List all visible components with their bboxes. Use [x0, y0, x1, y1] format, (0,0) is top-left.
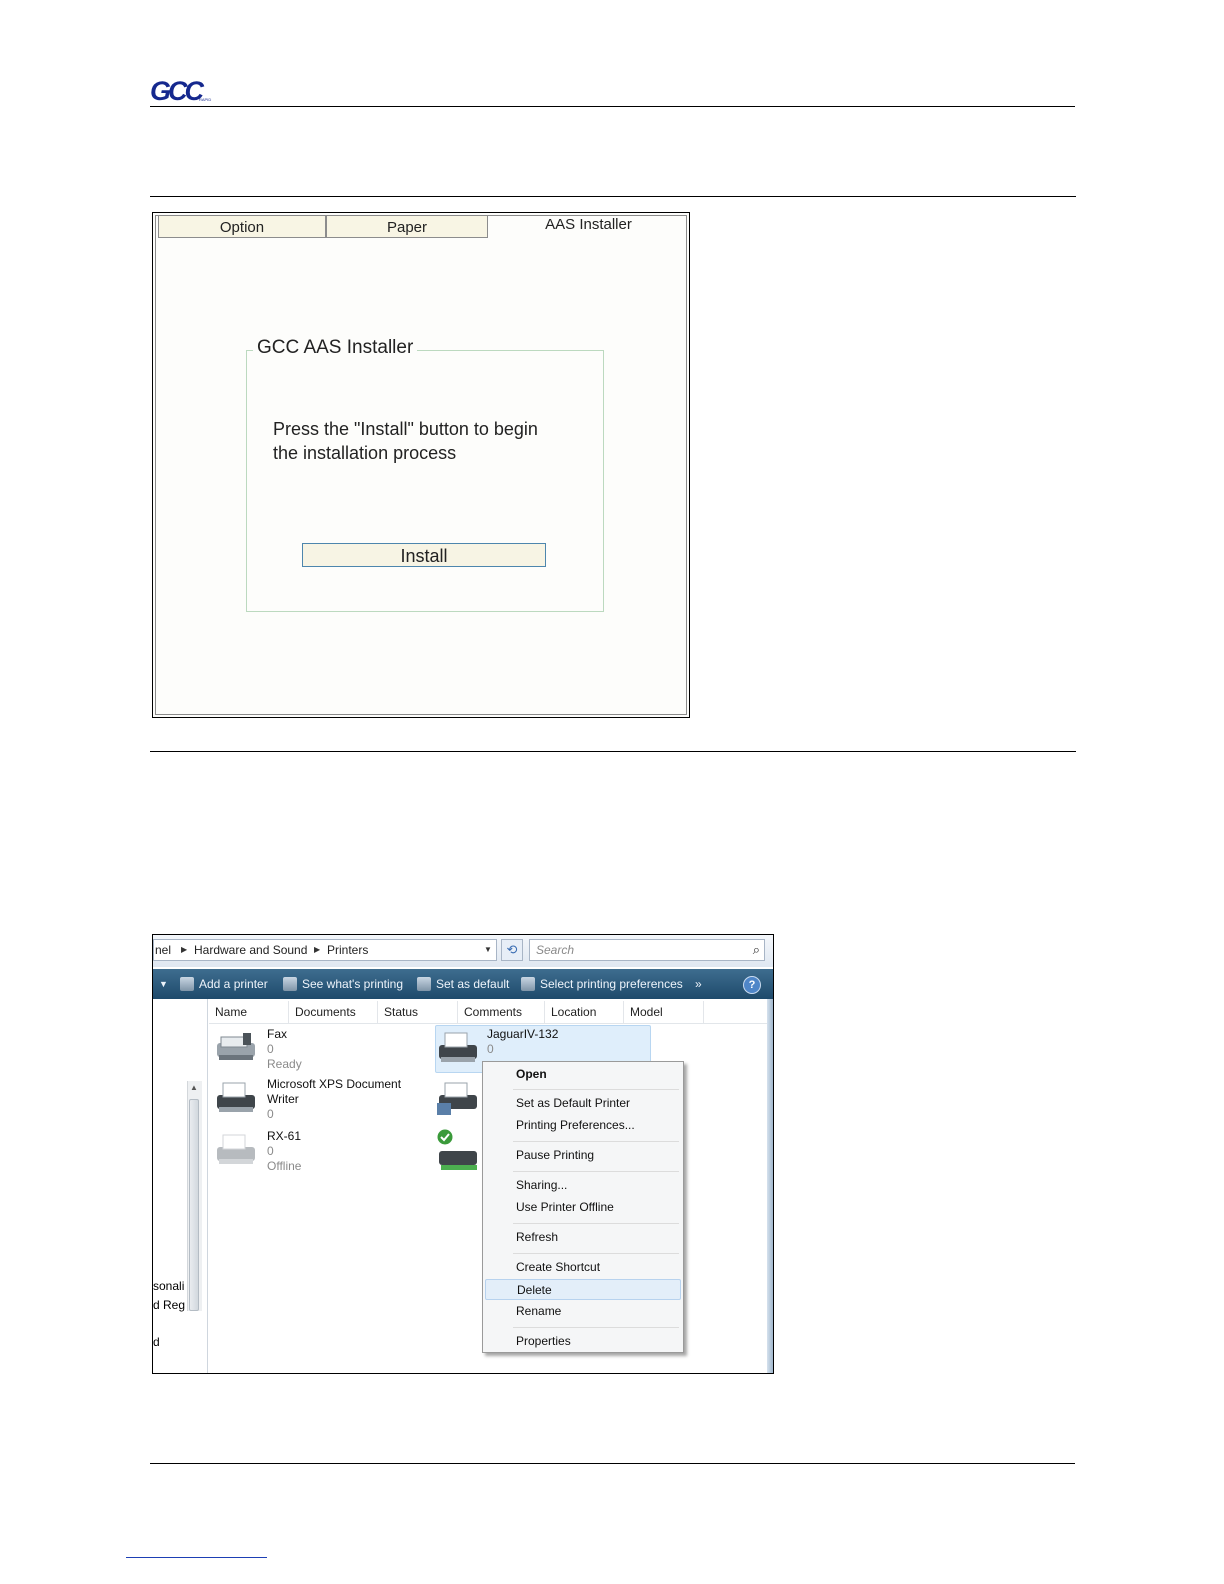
- menu-item-create-shortcut[interactable]: Create Shortcut: [516, 1260, 601, 1274]
- refresh-icon[interactable]: ⟲: [501, 939, 523, 961]
- nav-item-fragment[interactable]: d Reg: [153, 1298, 186, 1312]
- column-status[interactable]: Status: [378, 1001, 458, 1023]
- gcc-logo: [150, 76, 222, 104]
- menu-item-sharing[interactable]: Sharing...: [516, 1178, 568, 1192]
- breadcrumb-arrow-icon[interactable]: ▶: [181, 945, 188, 954]
- logo-small-text: RAPID: [199, 97, 212, 102]
- nav-item-fragment[interactable]: d: [153, 1335, 160, 1349]
- printer-status: Ready: [267, 1057, 302, 1071]
- printers-window-screenshot: [152, 934, 774, 1374]
- installer-dialog-screenshot: [152, 212, 690, 718]
- install-button[interactable]: Install: [302, 543, 546, 567]
- printer-docs: 0: [267, 1107, 274, 1121]
- context-menu: [482, 1061, 684, 1353]
- header-rule: [150, 106, 1075, 107]
- menu-separator: [513, 1141, 679, 1142]
- column-documents[interactable]: Documents: [289, 1001, 378, 1023]
- printer-docs: 0: [487, 1042, 494, 1056]
- footer-rule: [150, 1463, 1075, 1464]
- printer-item-jaguar[interactable]: [487, 1027, 558, 1057]
- search-icon[interactable]: ⌕: [752, 942, 760, 957]
- menu-item-open[interactable]: Open: [516, 1067, 547, 1081]
- printer-icon: [435, 1031, 481, 1065]
- menu-separator: [513, 1223, 679, 1224]
- menu-separator: [513, 1327, 679, 1328]
- scroll-up-icon[interactable]: ▲: [190, 1083, 198, 1092]
- menu-separator: [513, 1089, 679, 1090]
- printer-icon: [435, 1141, 481, 1175]
- menu-separator: [513, 1171, 679, 1172]
- breadcrumb-item-printers[interactable]: Printers: [327, 943, 369, 957]
- printer-name: Fax: [267, 1027, 288, 1041]
- column-name[interactable]: Name: [209, 1001, 289, 1023]
- menu-item-printing-preferences[interactable]: Printing Preferences...: [516, 1118, 635, 1132]
- see-whats-printing-button[interactable]: See what's printing: [283, 969, 403, 999]
- add-printer-button[interactable]: Add a printer: [180, 969, 268, 999]
- breadcrumb-item-control-panel[interactable]: nel: [155, 943, 172, 957]
- menu-item-properties[interactable]: Properties: [516, 1334, 571, 1348]
- command-bar: [153, 969, 773, 999]
- printer-docs: 0: [267, 1042, 274, 1056]
- menu-item-pause-printing[interactable]: Pause Printing: [516, 1148, 595, 1162]
- printer-name-line-1: Microsoft XPS Document: [267, 1077, 402, 1091]
- printer-docs: 0: [267, 1144, 274, 1158]
- printer-icon: [180, 977, 194, 991]
- nav-item-fragment[interactable]: sonali: [153, 1279, 185, 1293]
- fax-icon: [213, 1029, 259, 1063]
- breadcrumb[interactable]: [153, 939, 497, 961]
- printer-icon: [521, 977, 535, 991]
- select-printing-preferences-button[interactable]: Select printing preferences: [521, 969, 683, 999]
- printer-icon: [213, 1081, 259, 1115]
- scrollbar-thumb[interactable]: [189, 1099, 199, 1311]
- address-bar: [153, 935, 773, 967]
- menu-item-delete[interactable]: Delete: [485, 1279, 681, 1300]
- set-as-default-button[interactable]: Set as default: [417, 969, 509, 999]
- printer-name: RX-61: [267, 1129, 302, 1143]
- installer-dialog-body: [155, 215, 687, 715]
- help-icon[interactable]: ?: [743, 976, 761, 994]
- search-input[interactable]: [529, 939, 765, 961]
- window-edge: [767, 999, 773, 1374]
- organize-dropdown-icon[interactable]: ▼: [159, 979, 168, 989]
- tab-option[interactable]: Option: [158, 216, 326, 238]
- section-rule-top: [150, 196, 1076, 197]
- menu-item-refresh[interactable]: Refresh: [516, 1230, 559, 1244]
- search-placeholder: Search: [536, 943, 575, 957]
- menu-item-use-offline[interactable]: Use Printer Offline: [516, 1200, 614, 1214]
- tab-paper[interactable]: Paper: [326, 216, 488, 238]
- printer-icon: [283, 977, 297, 991]
- install-instructions: [273, 417, 573, 465]
- printer-name-line-2: Writer: [267, 1092, 299, 1106]
- column-headers: [209, 1001, 767, 1024]
- printer-item-xps[interactable]: [267, 1077, 401, 1122]
- breadcrumb-item-hardware[interactable]: Hardware and Sound: [194, 943, 308, 957]
- printer-name: JaguarIV-132: [487, 1027, 559, 1041]
- footer-link-underline: [126, 1557, 267, 1558]
- printer-icon: [435, 1081, 481, 1115]
- column-model[interactable]: Model: [624, 1001, 704, 1023]
- more-commands-button[interactable]: »: [695, 977, 702, 991]
- breadcrumb-arrow-icon[interactable]: ▶: [314, 945, 321, 954]
- menu-item-rename[interactable]: Rename: [516, 1304, 562, 1318]
- group-title: GCC AAS Installer: [253, 337, 417, 359]
- section-rule-bottom: [150, 751, 1076, 752]
- menu-separator: [513, 1253, 679, 1254]
- column-location[interactable]: Location: [545, 1001, 624, 1023]
- breadcrumb-dropdown-icon[interactable]: ▼: [484, 945, 492, 954]
- logo-text: GCC: [150, 76, 201, 104]
- aas-installer-group: [246, 337, 604, 612]
- tab-aas-installer[interactable]: AAS Installer: [545, 216, 632, 233]
- message-line-2: the installation process: [273, 443, 457, 463]
- printer-item-rx61[interactable]: [267, 1129, 301, 1174]
- column-comments[interactable]: Comments: [458, 1001, 545, 1023]
- printer-icon: [213, 1133, 259, 1167]
- printer-item-fax[interactable]: [267, 1027, 302, 1072]
- menu-item-set-default[interactable]: Set as Default Printer: [516, 1096, 631, 1110]
- printer-status: Offline: [267, 1159, 302, 1173]
- message-line-1: Press the "Install" button to begin: [273, 419, 538, 439]
- printer-icon: [417, 977, 431, 991]
